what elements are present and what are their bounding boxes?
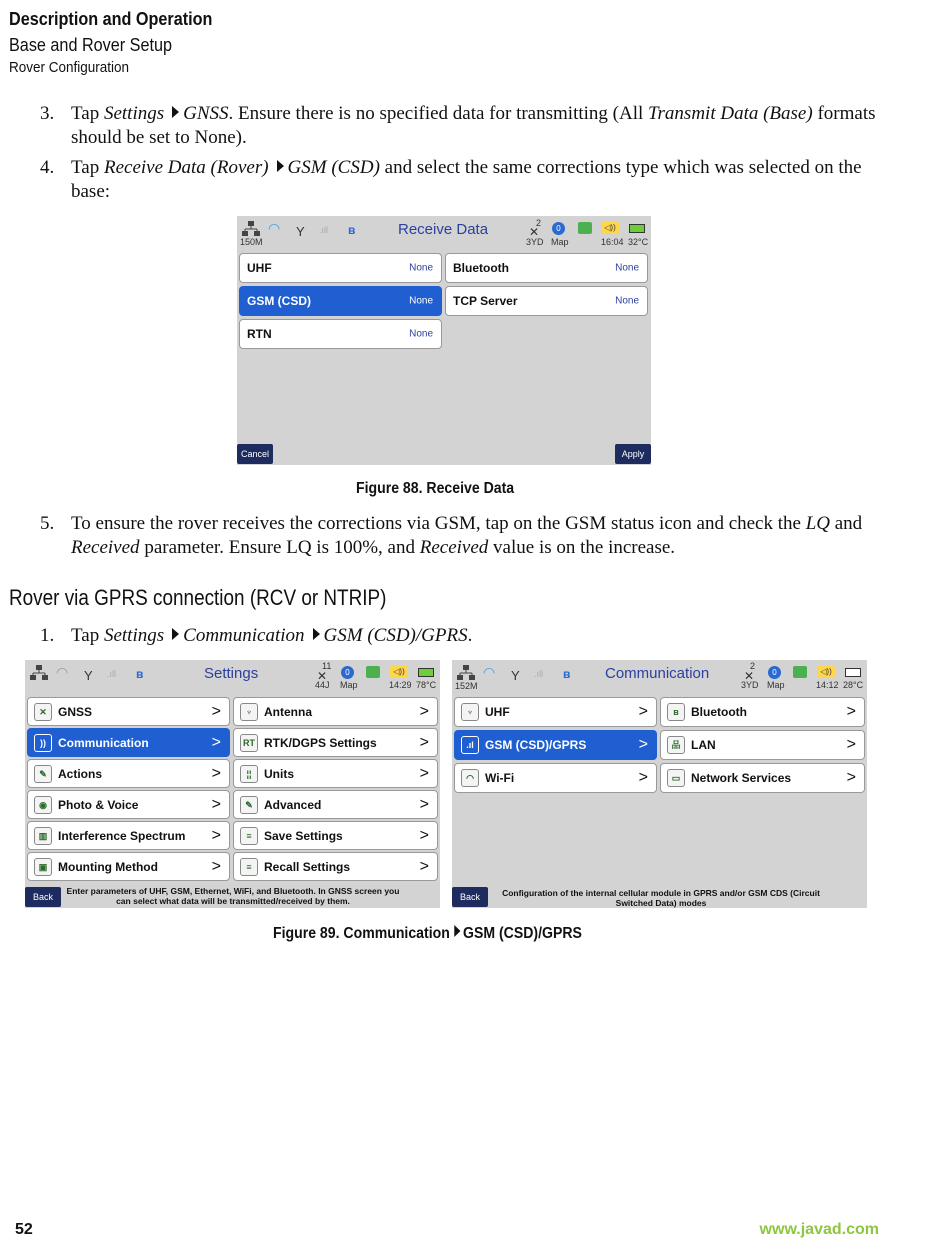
- mounting-method-menu-item[interactable]: [27, 852, 230, 881]
- tcp-server-item[interactable]: [445, 286, 648, 316]
- gsm-csd-item[interactable]: [239, 286, 442, 316]
- step-text: value is on the increase.: [488, 537, 676, 558]
- bluetooth-icon: ʙ: [563, 667, 571, 681]
- monitor-icon: ▭: [667, 769, 685, 787]
- actions-icon: ✎: [34, 765, 52, 783]
- save-settings-menu-item[interactable]: [233, 821, 438, 850]
- bluetooth-icon: ʙ: [348, 223, 356, 237]
- satellite-icon: ✕: [529, 225, 540, 239]
- step-emph: Received: [71, 537, 140, 558]
- help-text: Configuration of the internal cellular module in GPRS and/or GSM CDS (Circuit Switched Data) modes: [502, 888, 820, 908]
- section-label: Rover Configuration: [9, 59, 130, 76]
- item-value: None: [409, 328, 433, 340]
- item-label: Photo & Voice: [58, 797, 139, 812]
- item-label: Save Settings: [264, 828, 343, 843]
- cellular-icon: .ıl: [461, 736, 479, 754]
- item-label: Interference Spectrum: [58, 828, 186, 843]
- page-number: 52: [15, 1221, 33, 1238]
- chevron-right-icon: >: [638, 736, 648, 753]
- battery-icon: [418, 668, 434, 677]
- radio-icon: ♆: [461, 703, 479, 721]
- camera-icon: ◉: [34, 796, 52, 814]
- help-text: Enter parameters of UHF, GSM, Ethernet, WiFi, and Bluetooth. In GNSS screen you can select what data will be transmitted/received by them.: [66, 886, 400, 906]
- bluetooth-menu-item[interactable]: [660, 697, 865, 727]
- step-emph: LQ: [805, 513, 830, 534]
- bluetooth-icon: ʙ: [667, 703, 685, 721]
- rtk-dgps-menu-item[interactable]: [233, 728, 438, 757]
- item-label: Bluetooth: [453, 261, 509, 275]
- back-button[interactable]: Back: [25, 887, 61, 907]
- advanced-menu-item[interactable]: [233, 790, 438, 819]
- antenna-icon: Y: [84, 668, 93, 683]
- step-emph: Transmit Data (Base): [648, 103, 813, 124]
- chevron-right-icon: >: [419, 702, 429, 720]
- step-3: [40, 102, 880, 150]
- item-label: Recall Settings: [264, 859, 351, 874]
- signal-icon: .ıll: [107, 669, 116, 679]
- step-number: 1.: [40, 625, 55, 646]
- wireless-icon: )): [34, 734, 52, 752]
- bluetooth-icon: ʙ: [136, 667, 144, 681]
- receive-data-screen: [237, 216, 651, 465]
- item-value: None: [615, 295, 639, 307]
- back-button[interactable]: Back: [452, 887, 488, 907]
- position-icon[interactable]: 0: [341, 666, 354, 679]
- interference-spectrum-menu-item[interactable]: [27, 821, 230, 850]
- section-heading: Rover via GPRS connection (RCV or NTRIP): [9, 585, 387, 610]
- item-value: None: [409, 295, 433, 307]
- units-icon: ¦¦: [240, 765, 258, 783]
- network-icon: [241, 220, 261, 238]
- item-label: Advanced: [264, 797, 322, 812]
- mount-icon: ▣: [34, 858, 52, 876]
- chevron-right-icon: >: [638, 769, 648, 786]
- memory-label: 150M: [240, 237, 263, 247]
- step-emph: GSM (CSD)/GPRS: [323, 625, 468, 646]
- step-5: [40, 512, 880, 560]
- settings-screen: [25, 660, 440, 908]
- item-label: LAN: [691, 738, 716, 752]
- photo-voice-menu-item[interactable]: [27, 790, 230, 819]
- item-label: UHF: [247, 261, 272, 275]
- network-services-menu-item[interactable]: [660, 763, 865, 793]
- wifi-icon: ◠: [461, 769, 479, 787]
- network-icon: [456, 664, 476, 682]
- chevron-right-icon: >: [211, 733, 221, 751]
- map-label: Map: [551, 237, 569, 247]
- map-label: Map: [340, 680, 358, 690]
- arrow-right-icon: [277, 160, 284, 172]
- lan-menu-item[interactable]: [660, 730, 865, 760]
- chapter-title: Description and Operation: [9, 9, 213, 29]
- step-number: 3.: [40, 103, 55, 124]
- satellite-icon: ✕: [317, 669, 328, 683]
- gprs-step-1: [40, 624, 880, 648]
- step-text: formats should be set to None).: [71, 103, 876, 148]
- step-text: Tap: [71, 625, 104, 646]
- wifi-icon: ◠: [268, 220, 281, 236]
- apply-button[interactable]: Apply: [615, 444, 651, 464]
- communication-menu-item[interactable]: [27, 728, 230, 757]
- step-emph: Received: [419, 537, 489, 558]
- speaker-icon[interactable]: ◁)): [817, 666, 835, 678]
- network-icon: [29, 664, 49, 682]
- chevron-right-icon: >: [419, 764, 429, 782]
- satellite-count: 2: [750, 661, 756, 671]
- status-bar: [237, 216, 651, 250]
- battery-icon: [629, 224, 645, 233]
- item-value: None: [409, 262, 433, 274]
- gsm-gprs-menu-item[interactable]: [454, 730, 657, 760]
- recall-settings-menu-item[interactable]: [233, 852, 438, 881]
- chevron-right-icon: >: [419, 795, 429, 813]
- clock-label: 16:04: [601, 237, 624, 247]
- step-number: 4.: [40, 157, 55, 178]
- step-emph: Communication: [183, 625, 305, 646]
- satellite-icon: ✕: [744, 669, 755, 683]
- arrow-right-icon: [172, 106, 179, 118]
- gnss-menu-item[interactable]: [27, 697, 230, 726]
- figure-89-caption: [273, 925, 582, 943]
- temperature-label: 78°C: [416, 680, 437, 690]
- wrench-icon: ✎: [240, 796, 258, 814]
- rtk-icon: RT: [240, 734, 258, 752]
- uhf-menu-item[interactable]: [454, 697, 657, 727]
- chevron-right-icon: >: [419, 733, 429, 751]
- item-label: Antenna: [264, 704, 312, 719]
- chevron-right-icon: >: [638, 703, 648, 720]
- item-label: Wi-Fi: [485, 771, 515, 785]
- memory-label: 152M: [455, 681, 478, 691]
- item-label: GNSS: [58, 704, 93, 719]
- chevron-right-icon: >: [846, 736, 856, 753]
- chevron-right-icon: >: [211, 857, 221, 875]
- step-text: and: [830, 513, 863, 534]
- network-icon: 品: [667, 736, 685, 754]
- camera-icon[interactable]: [578, 222, 592, 234]
- caption-text: Figure 89. Communication: [273, 925, 450, 942]
- antenna-icon: Y: [296, 224, 305, 239]
- step-text: Tap: [71, 103, 104, 124]
- speaker-icon[interactable]: ◁)): [390, 666, 408, 678]
- item-label: UHF: [485, 705, 510, 719]
- chevron-right-icon: >: [846, 703, 856, 720]
- step-text: . Ensure there is no specified data for transmitting (All: [228, 103, 649, 124]
- item-label: Units: [264, 766, 294, 781]
- arrow-right-icon: [313, 628, 320, 640]
- rtn-item[interactable]: [239, 319, 442, 349]
- spectrum-icon: ▥: [34, 827, 52, 845]
- speaker-icon[interactable]: ◁)): [601, 222, 619, 234]
- step-emph: Settings: [103, 103, 165, 124]
- signal-icon: .ıll: [534, 669, 543, 679]
- camera-icon[interactable]: [793, 666, 807, 678]
- satellite-label: 44J: [315, 680, 330, 690]
- step-text: .: [467, 625, 473, 646]
- step-number: 5.: [40, 513, 55, 534]
- screen-title: Communication: [605, 665, 710, 682]
- item-label: GSM (CSD): [247, 294, 311, 308]
- screen-title: Receive Data: [398, 221, 489, 238]
- status-bar: [452, 660, 867, 694]
- status-bar: [25, 660, 440, 694]
- actions-menu-item[interactable]: [27, 759, 230, 788]
- wifi-icon: ◠: [483, 664, 496, 680]
- clock-label: 14:29: [389, 680, 412, 690]
- step-text: and select the same corrections type which was selected on the base:: [71, 157, 862, 202]
- chevron-right-icon: >: [846, 769, 856, 786]
- chapter-subtitle: Base and Rover Setup: [9, 35, 173, 55]
- recall-icon: ≡: [240, 858, 258, 876]
- step-4: [40, 156, 880, 204]
- wifi-icon: ◠: [56, 664, 69, 680]
- step-emph: Settings: [103, 625, 165, 646]
- figure-88-caption: Figure 88. Receive Data: [356, 480, 515, 497]
- satellite-count: 2: [536, 218, 542, 228]
- website-link[interactable]: www.javad.com: [759, 1221, 879, 1238]
- camera-icon[interactable]: [366, 666, 380, 678]
- wifi-menu-item[interactable]: [454, 763, 657, 793]
- item-label: GSM (CSD)/GPRS: [485, 738, 587, 752]
- satellite-label: 3YD: [526, 237, 544, 247]
- temperature-label: 32°C: [628, 237, 649, 247]
- satellite-label: 3YD: [741, 680, 759, 690]
- arrow-right-icon: [172, 628, 179, 640]
- temperature-label: 28°C: [843, 680, 864, 690]
- step-emph: GNSS: [183, 103, 229, 124]
- arrow-right-icon: [454, 925, 460, 937]
- item-label: RTN: [247, 327, 272, 341]
- step-text: Tap: [71, 157, 104, 178]
- item-label: Bluetooth: [691, 705, 747, 719]
- step-text: To ensure the rover receives the corrections via GSM, tap on the GSM status icon and check the: [71, 513, 806, 534]
- battery-icon: [845, 668, 861, 677]
- antenna-menu-item[interactable]: [233, 697, 438, 726]
- item-label: Communication: [58, 735, 149, 750]
- satellite-count: 11: [322, 661, 332, 671]
- step-emph: GSM (CSD): [287, 157, 380, 178]
- communication-screen: [452, 660, 867, 908]
- units-menu-item[interactable]: [233, 759, 438, 788]
- item-value: None: [615, 262, 639, 274]
- step-text: parameter. Ensure LQ is 100%, and: [139, 537, 420, 558]
- antenna-icon: ♆: [240, 703, 258, 721]
- screen-title: Settings: [204, 665, 259, 682]
- map-label: Map: [767, 680, 785, 690]
- clock-label: 14:12: [816, 680, 839, 690]
- antenna-icon: Y: [511, 668, 520, 683]
- cancel-button[interactable]: Cancel: [237, 444, 273, 464]
- signal-icon: .ıll: [319, 225, 328, 235]
- chevron-right-icon: >: [419, 826, 429, 844]
- caption-text: GSM (CSD)/GPRS: [463, 925, 582, 942]
- chevron-right-icon: >: [419, 857, 429, 875]
- item-label: TCP Server: [453, 294, 518, 308]
- save-icon: ≡: [240, 827, 258, 845]
- bluetooth-item[interactable]: [445, 253, 648, 283]
- uhf-item[interactable]: [239, 253, 442, 283]
- position-icon[interactable]: 0: [552, 222, 565, 235]
- satellite-icon: ✕: [34, 703, 52, 721]
- chevron-right-icon: >: [211, 702, 221, 720]
- item-label: RTK/DGPS Settings: [264, 735, 377, 750]
- chevron-right-icon: >: [211, 764, 221, 782]
- chevron-right-icon: >: [211, 795, 221, 813]
- item-label: Mounting Method: [58, 859, 158, 874]
- step-emph: Receive Data (Rover): [103, 157, 269, 178]
- item-label: Network Services: [691, 771, 792, 785]
- position-icon[interactable]: 0: [768, 666, 781, 679]
- item-label: Actions: [58, 766, 103, 781]
- chevron-right-icon: >: [211, 826, 221, 844]
